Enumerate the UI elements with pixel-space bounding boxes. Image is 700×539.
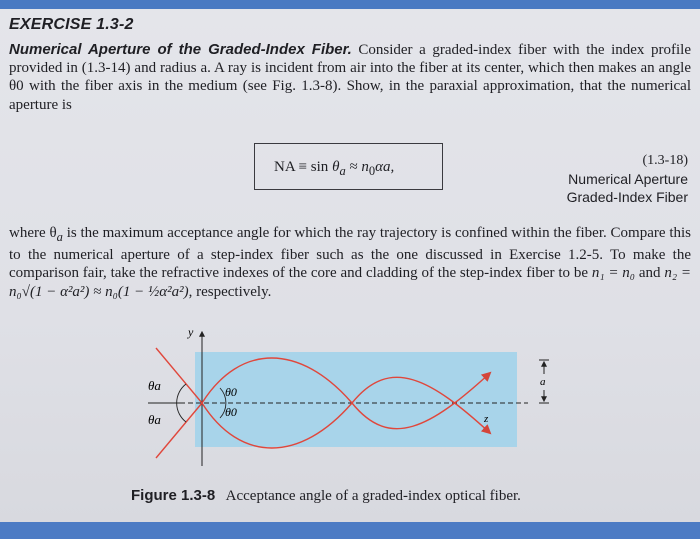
equation-na: NA ≡ $\sin \theta_a \approx n_0\alpha a$,: [274, 159, 395, 178]
fiber-core: [195, 352, 517, 447]
figure-label: Figure 1.3-8: [131, 487, 216, 504]
exercise-title: EXERCISE 1.3-2: [9, 16, 134, 33]
figure-caption: [131, 487, 521, 505]
theta-0-bottom-label: θ0: [225, 405, 237, 419]
bottom-color-bar: [0, 522, 700, 539]
exercise-heading: Numerical Aperture of the Graded-Index Fiber.: [9, 41, 352, 58]
exercise-body-paragraph: where $\theta_a$ is the maximum acceptance angle for which the ray trajectory is confined within the fiber. Compare this to the numerical aperture of a step-index fiber such as the one discussed in Exercise 1.2-5. To make the comparison fair, take the refractive indexes of the core and cladding of the step-index fiber to be n₁ = n₀ and n₂ = n₀√(1 − α²a²) ≈ n₀(1 − ½α²a²), respectively.: [9, 225, 692, 300]
n1-expression: n₁ = n₀: [591, 265, 636, 282]
fiber-figure: [130, 318, 570, 468]
theta-0-top-label: θ0: [225, 385, 237, 399]
equation-caption-line2: Graded-Index Fiber: [566, 189, 688, 205]
equation-number: (1.3-18): [642, 153, 688, 168]
z-axis-label: z: [484, 413, 489, 425]
y-axis-label: y: [188, 325, 194, 339]
radius-label: a: [540, 376, 546, 388]
exercise-intro-paragraph: [9, 41, 691, 114]
equation-caption-line1: Numerical Aperture: [568, 171, 688, 187]
top-color-bar: [0, 0, 700, 9]
exercise-intro-text: Consider a graded-index fiber with the index profile provided in (1.3-14) and radius a. A ray is incident from air into the fiber at its center, which then makes an angle θ0 with the fiber axis in the medium (see Fig. 1.3-8). Show, in the paraxial approximation, that the numerical aperture is: [9, 42, 691, 113]
n2-expression: n₂ = n₀√(1 − α²a²) ≈ n₀(1 − ½α²a²): [9, 265, 691, 300]
theta-a-top-label: θa: [148, 378, 161, 393]
theta-a-bottom-label: θa: [148, 412, 161, 427]
figure-caption-text: Acceptance angle of a graded-index optical fiber.: [225, 488, 521, 504]
